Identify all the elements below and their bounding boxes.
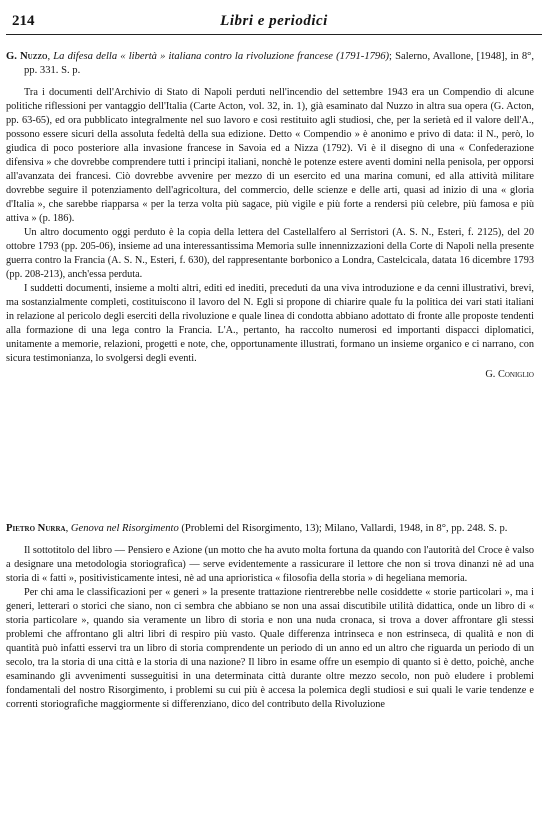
review-paragraph: Un altro documento oggi perduto è la copia della lettera del Castellalfero al Serristori (A. S. N., Esteri, f. 2125), del 20 ottobre 1793 (pp. 205-06), insieme ad una interessantissima Memoria sulle innennizzazioni della Corte di Napoli nella presente guerra contro la Francia (A. S. N., Esteri, f. 630), del rappresentante borbonico a Londra, Castelcicala, datata 16 dicembre 1793 (pp. 208-213), anch'essa perduta.: [6, 227, 534, 280]
running-header: [6, 9, 542, 35]
review-book-details: (Problemi del Risorgimento, 13); Milano, Vallardi, 1948, in 8°, pp. 248. S. p.: [178, 523, 508, 534]
header-rule: [6, 34, 542, 35]
review-book-title: Genova nel Risorgimento: [70, 523, 179, 534]
review-paragraph: Tra i documenti dell'Archivio di Stato di Napoli perduti nell'incendio del settembre 1943 era un Compendio di alcune politiche riflessioni per vantaggio dell'Italia (Carte Acton, vol. 32, in. 1), già esaminato dal Nuzzo in altra sua opera (G. Acton, pp. 63-65), ed ora pubblicato integralmente nel suo lavoro e così restituito agli studiosi, che, per la serietà ed il valore dell'A., possono essere sicuri della assoluta fedeltà della sua edizione. Detto « Compendio » è anonimo e privo di data: il N., però, lo giudica di poco posteriore alla invasione francese in Savoia ed a Nizza (1792). Vi è il disegno di una « Confederazione difensiva » che dovrebbe comprendere tutti i principi italiani, nonchè le potenze estere aventi domini nella penisola, per opporsi all'avanzata dei francesi. Ciò dovrebbe avvenire per mezzo di un esercito ed una marina comuni, ed alla attività militare dovrebbe seguire il potenziamento dell'agricoltura, del commercio, delle scienze e delle arti, quasi ad inizio di una « gloria d'Italia », che sarebbe riapparsa « per la terza volta più sagace, più vigile e più forte a rendersi più celebre, più famosa e più attiva » (p. 186).: [6, 87, 534, 224]
page-number: 214: [12, 13, 35, 29]
review-nuzzo: [6, 50, 534, 382]
review-citation: Pietro Nurra, Genova nel Risorgimento (Problemi del Risorgimento, 13); Milano, Vallardi, 1948, in 8°, pp. 248. S. p.: [6, 523, 508, 534]
review-paragraph: I suddetti documenti, insieme a molti altri, editi ed inediti, preceduti da una viva introduzione e da cenni illustrativi, brevi, ma sostanzialmente completi, costituiscono il lavoro del N. Egli si propone di chiarire quale fu la politica dei vari stati italiani in relazione al pericolo degli eserciti della rivoluzione e quale linea di condotta abbiano adottato di fronte alle proposte tendenti alla formazione di una lega contro la Francia. L'A., pertanto, ha raccolto numerosi ed importanti dispacci diplomatici, unitamente a memorie, relazioni, progetti e note, che, opportunamente illustrati, formano un insieme organico e ci narrano, con sicura testimonianza, lo svolgersi degli eventi.: [6, 283, 534, 364]
review-book-title: La difesa della « libertà » italiana contro la rivoluzione francese (1791-1796): [53, 51, 390, 62]
review-citation: G. Nuzzo, La difesa della « libertà » italiana contro la rivoluzione francese (1791-1796); Salerno, Avallone, [1948], in 8°, pp. 331. S. p.: [6, 51, 534, 76]
review-paragraph: Per chi ama le classificazioni per « generi » la presente trattazione rientrerebbe nelle cosiddette « storie particolari », ma i generi, letterari o storici che siano, non ci sembra che abbiano se non una assai discutibile utilità didattica, onde un libro di « storia particolare », quando sia veramente un libro di storia e non una nuda cronaca, si trova a dover affrontare gli stessi problemi che affrontano gli altri libri di respiro più vasto. Quale differenza intrinseca e non estrinseca, di qualità e non di quantità può infatti esservi tra un libro di storia comprendente un periodo di un anno ed un altro che riguarda un periodo di un secolo, tra la storia di una città e la storia di una nazione? Il libro in esame offre un esempio di quanto si è detto, poichè, anche esaminando gli avvenimenti susseguitisi in una determinata città durante oltre mezzo secolo, non può eludere i problemi fondamentali del nostro Risorgimento, i problemi su cui più è accesa la polemica degli studiosi e sui quali le varie tendenze e correnti storiografiche maggiormente si differenziano, dico del contributo della Rivoluzione: [6, 587, 534, 710]
review-paragraph: Il sottotitolo del libro — Pensiero e Azione (un motto che ha avuto molta fortuna da quando con l'autorità del Croce è valso a designare una metodologia storiografica) — serve evidentemente a rassicurare il lettore che non si trova dinanzi nè ad una storia di « fatti », positivisticamente intesi, nè ad una aprioristica « filosofia della storia » di hegeliana memoria.: [6, 545, 534, 584]
review-signature: G. Coniglio: [485, 369, 534, 380]
review-nurra: [6, 522, 534, 823]
review-book-details: ; Salerno, Avallone, [1948], in 8°, pp. 331. S. p.: [24, 51, 534, 76]
review-author: G. Nuzzo: [6, 51, 48, 62]
review-author: Pietro Nurra: [6, 523, 66, 534]
running-title: Libri e periodici: [220, 13, 328, 29]
